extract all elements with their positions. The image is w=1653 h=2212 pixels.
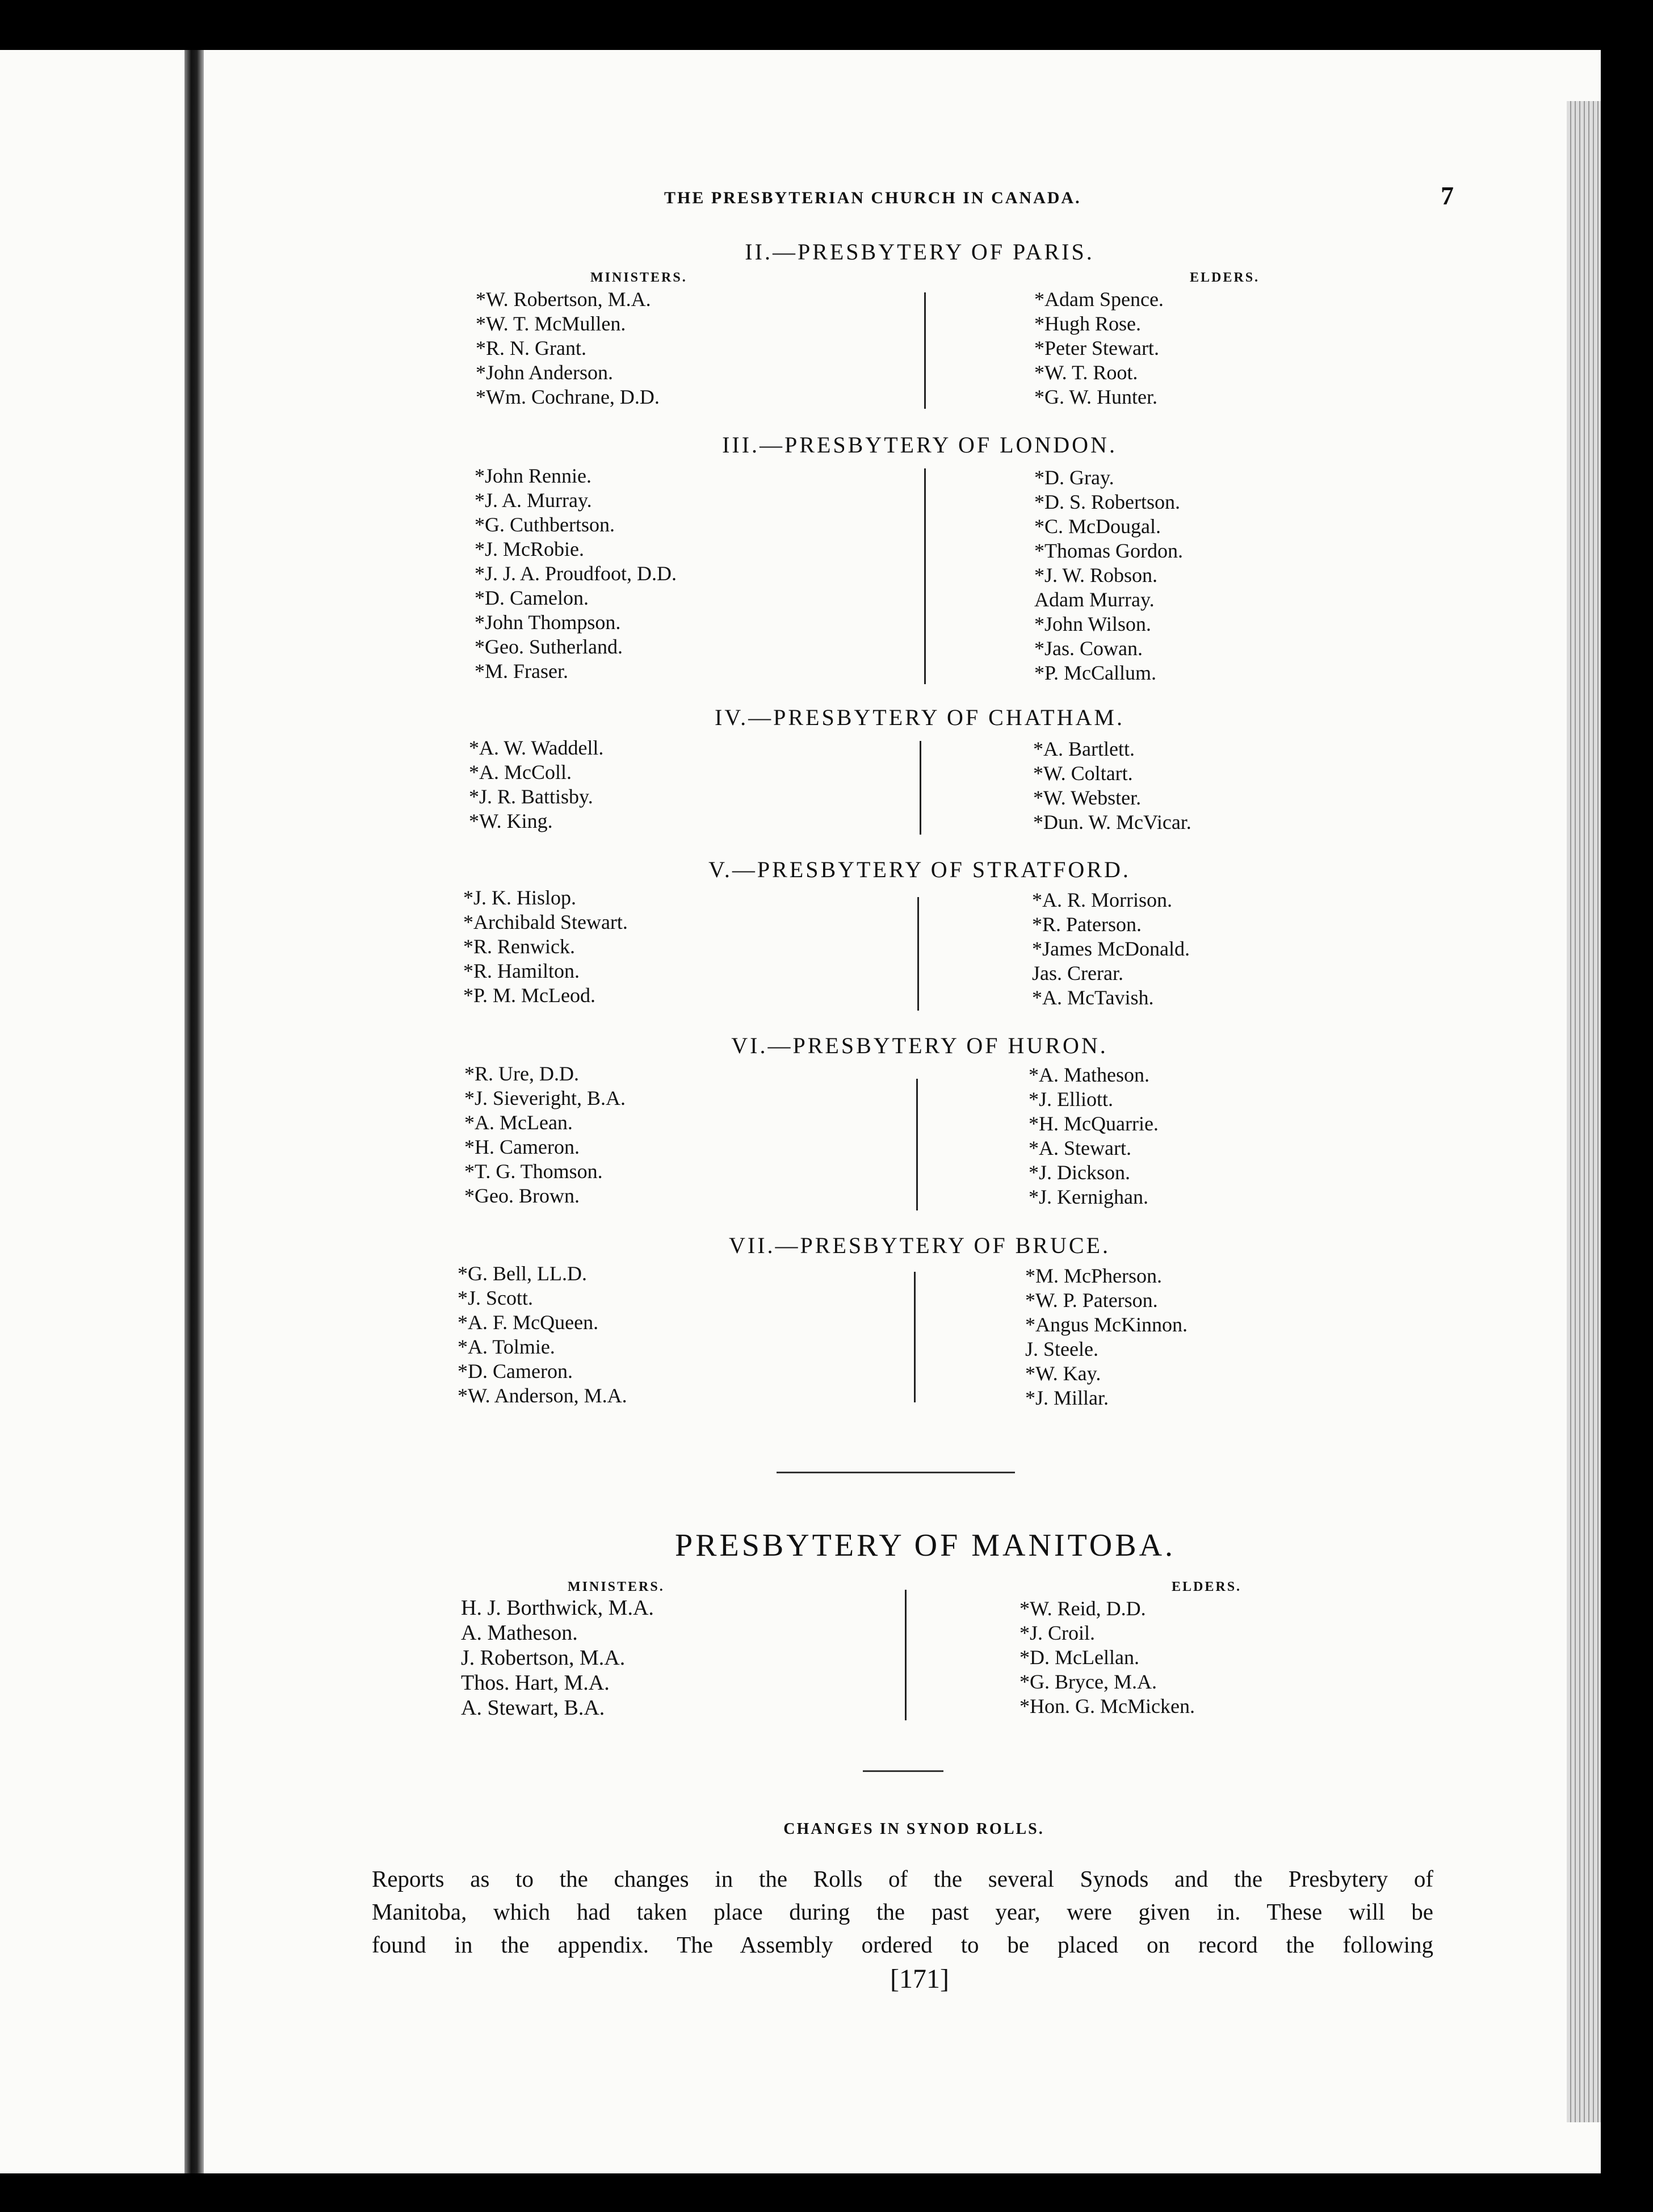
elder-name: *G. Bryce, M.A. bbox=[1020, 1670, 1157, 1693]
minister-name: *G. Bell, LL.D. bbox=[458, 1262, 587, 1285]
section-divider bbox=[863, 1770, 943, 1772]
elder-name: *Hon. G. McMicken. bbox=[1020, 1695, 1195, 1717]
ministers-list bbox=[475, 464, 677, 684]
elder-name: *R. Paterson. bbox=[1032, 913, 1142, 936]
elder-name: *Peter Stewart. bbox=[1034, 337, 1159, 359]
minister-name: *W. Robertson, M.A. bbox=[476, 288, 651, 311]
elder-name: *W. Kay. bbox=[1025, 1362, 1101, 1385]
minister-name: *J. A. Murray. bbox=[475, 489, 592, 512]
manitoba-title: PRESBYTERY OF MANITOBA. bbox=[674, 1528, 1176, 1563]
elder-name: *John Wilson. bbox=[1034, 613, 1151, 635]
minister-name: *T. G. Thomson. bbox=[464, 1160, 603, 1183]
elder-name: *Dun. W. McVicar. bbox=[1033, 811, 1191, 833]
elders-list bbox=[1034, 287, 1164, 409]
page-number: 7 bbox=[1441, 181, 1454, 210]
minister-name: *J. J. A. Proudfoot, D.D. bbox=[475, 562, 677, 585]
elder-name: *D. S. Robertson. bbox=[1034, 491, 1181, 513]
presbytery-title: V.—PRESBYTERY OF STRATFORD. bbox=[708, 857, 1131, 882]
changes-heading: CHANGES IN SYNOD ROLLS. bbox=[783, 1820, 1044, 1838]
minister-name: *John Rennie. bbox=[475, 464, 591, 487]
column-divider bbox=[914, 1272, 916, 1402]
minister-name: *John Anderson. bbox=[476, 361, 613, 384]
presbytery-title: VII.—PRESBYTERY OF BRUCE. bbox=[729, 1233, 1110, 1258]
elder-name: *H. McQuarrie. bbox=[1029, 1112, 1159, 1135]
elder-name: *Angus McKinnon. bbox=[1025, 1313, 1188, 1336]
minister-name: Thos. Hart, M.A. bbox=[461, 1671, 610, 1695]
elder-name: Adam Murray. bbox=[1034, 588, 1155, 611]
ministers-list bbox=[461, 1595, 654, 1720]
elder-name: *J. Elliott. bbox=[1029, 1088, 1114, 1111]
elders-list bbox=[1033, 737, 1191, 835]
minister-name: *Wm. Cochrane, D.D. bbox=[476, 386, 660, 408]
minister-name: *D. Camelon. bbox=[475, 586, 589, 609]
minister-name: *A. McColl. bbox=[469, 761, 572, 784]
minister-name: H. J. Borthwick, M.A. bbox=[461, 1596, 654, 1620]
elder-name: *W. P. Paterson. bbox=[1025, 1289, 1158, 1312]
section-divider bbox=[777, 1472, 1015, 1473]
elders-list bbox=[1020, 1597, 1195, 1719]
elder-name: *A. McTavish. bbox=[1032, 986, 1154, 1009]
ministers-label: MINISTERS. bbox=[568, 1580, 665, 1594]
elder-name: *J. Dickson. bbox=[1029, 1161, 1130, 1184]
elder-name: *G. W. Hunter. bbox=[1034, 386, 1158, 408]
minister-name: *R. Hamilton. bbox=[463, 960, 580, 982]
page-edges bbox=[1567, 101, 1601, 2122]
ministers-label: MINISTERS. bbox=[590, 270, 687, 285]
minister-name: *R. Renwick. bbox=[463, 935, 575, 958]
minister-name: *J. R. Battisby. bbox=[469, 785, 593, 808]
column-divider bbox=[924, 292, 926, 409]
paragraph-line: Reports as to the changes in the Rolls of the several Synods and the Presbytery of bbox=[372, 1866, 1433, 1892]
elder-name: *A. Matheson. bbox=[1029, 1063, 1149, 1086]
minister-name: *R. N. Grant. bbox=[476, 337, 586, 359]
minister-name: *J. K. Hislop. bbox=[463, 886, 577, 909]
elders-label: ELDERS. bbox=[1172, 1580, 1242, 1594]
elder-name: *A. R. Morrison. bbox=[1032, 889, 1173, 911]
minister-name: J. Robertson, M.A. bbox=[461, 1646, 626, 1670]
minister-name: *A. W. Waddell. bbox=[469, 736, 604, 759]
minister-name: *J. Scott. bbox=[458, 1287, 534, 1309]
document-page bbox=[0, 50, 1601, 2173]
elder-name: *James McDonald. bbox=[1032, 937, 1190, 960]
column-divider bbox=[905, 1590, 907, 1720]
changes-paragraph bbox=[372, 1862, 1433, 1961]
minister-name: A. Stewart, B.A. bbox=[461, 1696, 605, 1720]
elder-name: *J. Millar. bbox=[1025, 1386, 1109, 1409]
book-gutter bbox=[184, 50, 204, 2173]
column-divider bbox=[917, 897, 919, 1011]
elder-name: *W. T. Root. bbox=[1034, 361, 1138, 384]
elder-name: *D. Gray. bbox=[1034, 466, 1114, 489]
minister-name: *M. Fraser. bbox=[475, 660, 568, 682]
ministers-list bbox=[458, 1262, 627, 1408]
ministers-list bbox=[463, 886, 628, 1008]
minister-name: *G. Cuthbertson. bbox=[475, 513, 615, 536]
elders-list bbox=[1029, 1063, 1159, 1209]
minister-name: A. Matheson. bbox=[461, 1621, 578, 1645]
elder-name: *P. McCallum. bbox=[1034, 661, 1157, 684]
minister-name: *P. M. McLeod. bbox=[463, 984, 595, 1007]
minister-name: *J. McRobie. bbox=[475, 538, 584, 560]
minister-name: *R. Ure, D.D. bbox=[464, 1062, 579, 1085]
minister-name: *W. King. bbox=[469, 810, 553, 832]
elder-name: *Jas. Cowan. bbox=[1034, 637, 1143, 660]
paragraph-line: Manitoba, which had taken place during the past year, were given in. These will be bbox=[372, 1899, 1433, 1925]
elder-name: *Adam Spence. bbox=[1034, 288, 1164, 311]
elder-name: J. Steele. bbox=[1025, 1338, 1098, 1360]
minister-name: *D. Cameron. bbox=[458, 1360, 573, 1382]
elder-name: *W. Coltart. bbox=[1033, 762, 1133, 785]
presbytery-title: II.—PRESBYTERY OF PARIS. bbox=[745, 239, 1094, 265]
elder-name: *W. Webster. bbox=[1033, 786, 1142, 809]
elder-name: Jas. Crerar. bbox=[1032, 962, 1123, 984]
ministers-list bbox=[464, 1062, 626, 1208]
minister-name: *John Thompson. bbox=[475, 611, 621, 634]
minister-name: *W. T. McMullen. bbox=[476, 312, 626, 335]
elder-name: *Thomas Gordon. bbox=[1034, 539, 1183, 562]
elder-name: *J. W. Robson. bbox=[1034, 564, 1158, 586]
minister-name: *A. Tolmie. bbox=[458, 1335, 555, 1358]
minister-name: *A. McLean. bbox=[464, 1111, 573, 1134]
ministers-list bbox=[476, 287, 660, 409]
elder-name: *M. McPherson. bbox=[1025, 1264, 1162, 1287]
presbytery-title: VI.—PRESBYTERY OF HURON. bbox=[731, 1033, 1108, 1058]
elder-name: *W. Reid, D.D. bbox=[1020, 1597, 1146, 1620]
minister-name: *Geo. Sutherland. bbox=[475, 635, 623, 658]
ministers-list bbox=[469, 736, 603, 833]
elder-name: *D. McLellan. bbox=[1020, 1646, 1139, 1669]
paragraph-line: found in the appendix. The Assembly ordered to be placed on record the following bbox=[372, 1932, 1433, 1958]
minister-name: *A. F. McQueen. bbox=[458, 1311, 599, 1334]
elders-list bbox=[1034, 466, 1183, 685]
elders-list bbox=[1025, 1264, 1188, 1410]
elder-name: *C. McDougal. bbox=[1034, 515, 1161, 538]
minister-name: *Archibald Stewart. bbox=[463, 911, 628, 933]
presbytery-title: III.—PRESBYTERY OF LONDON. bbox=[722, 432, 1117, 458]
minister-name: *W. Anderson, M.A. bbox=[458, 1384, 627, 1407]
folio-number: [171] bbox=[890, 1964, 949, 1994]
elder-name: *A. Stewart. bbox=[1029, 1137, 1131, 1159]
minister-name: *H. Cameron. bbox=[464, 1136, 580, 1158]
running-title: THE PRESBYTERIAN CHURCH IN CANADA. bbox=[664, 188, 1081, 207]
column-divider bbox=[916, 1079, 918, 1210]
elders-list bbox=[1032, 888, 1190, 1010]
elder-name: *J. Kernighan. bbox=[1029, 1185, 1148, 1208]
column-divider bbox=[920, 741, 921, 835]
elder-name: *A. Bartlett. bbox=[1033, 738, 1135, 760]
elder-name: *J. Croil. bbox=[1020, 1622, 1096, 1644]
minister-name: *J. Sieveright, B.A. bbox=[464, 1087, 626, 1109]
elder-name: *Hugh Rose. bbox=[1034, 312, 1141, 335]
column-divider bbox=[924, 468, 926, 684]
minister-name: *Geo. Brown. bbox=[464, 1184, 580, 1207]
presbytery-title: IV.—PRESBYTERY OF CHATHAM. bbox=[715, 705, 1125, 730]
elders-label: ELDERS. bbox=[1190, 270, 1260, 285]
